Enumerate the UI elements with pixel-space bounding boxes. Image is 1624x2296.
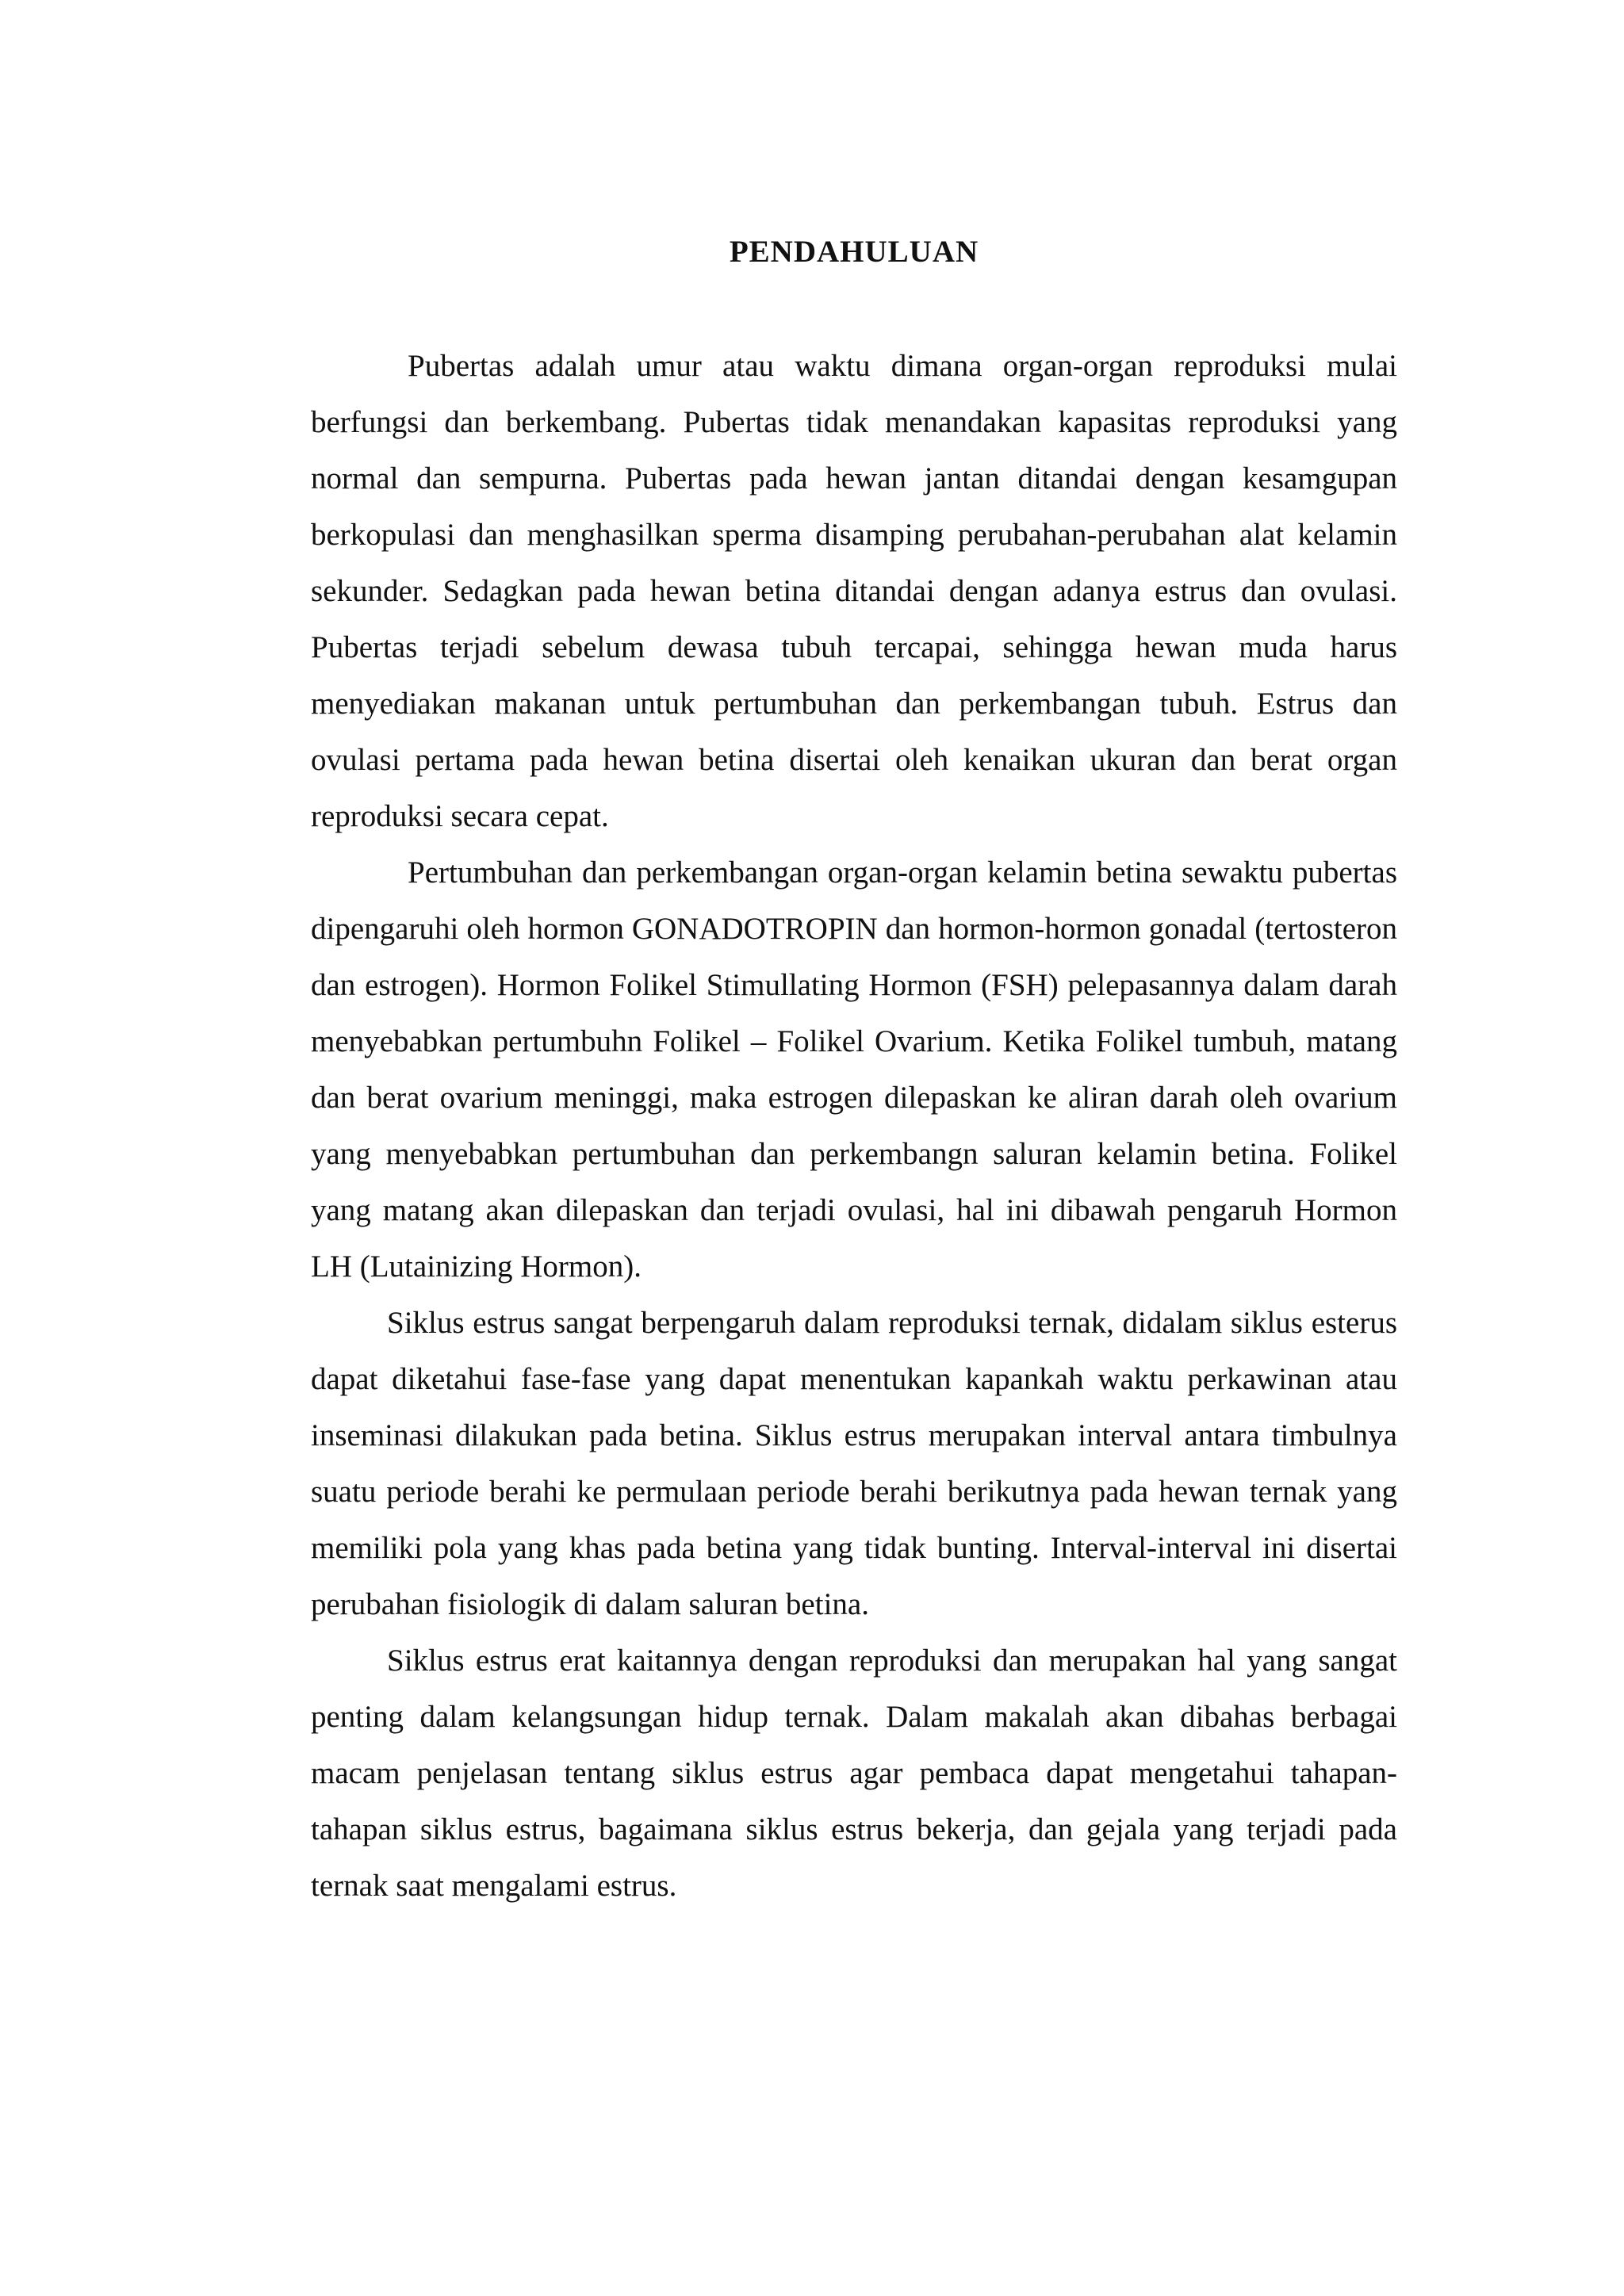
paragraph-pubertas: Pubertas adalah umur atau waktu dimana organ-organ reproduksi mulai berfungsi dan berkembang. Pubertas tidak menandakan kapasitas reproduksi yang normal dan sempurna. Pubertas pada hewan jantan ditandai dengan kesamgupan berkopulasi dan menghasilkan sperma disamping perubahan-perubahan alat kelamin sekunder. Sedagkan pada hewan betina ditandai dengan adanya estrus dan ovulasi. Pubertas terjadi sebelum dewasa tubuh tercapai, sehingga hewan muda harus menyediakan makanan untuk pertumbuhan dan perkembangan tubuh. Estrus dan ovulasi pertama pada hewan betina disertai oleh kenaikan ukuran dan berat organ reproduksi secara cepat. — [311, 349, 1397, 833]
paragraph-siklus-estrus: Siklus estrus sangat berpengaruh dalam reproduksi ternak, didalam siklus esterus dapat diketahui fase-fase yang dapat menentukan kapankah waktu perkawinan atau inseminasi dilakukan pada betina. Siklus estrus merupakan interval antara timbulnya suatu periode berahi ke permulaan periode berahi berikutnya pada hewan ternak yang memiliki pola yang khas pada betina yang tidak bunting. Interval-interval ini disertai perubahan fisiologik di dalam saluran betina. — [311, 1306, 1397, 1621]
paragraph-siklus-estrus-reproduksi: Siklus estrus erat kaitannya dengan reproduksi dan merupakan hal yang sangat penting dalam kelangsungan hidup ternak. Dalam makalah akan dibahas berbagai macam penjelasan tentang siklus estrus agar pembaca dapat mengetahui tahapan-tahapan siklus estrus, bagaimana siklus estrus bekerja, dan gejala yang terjadi pada ternak saat mengalami estrus. — [311, 1644, 1397, 1903]
paragraph-pertumbuhan: Pertumbuhan dan perkembangan organ-organ kelamin betina sewaktu pubertas dipengaruhi oleh hormon GONADOTROPIN dan hormon-hormon gonadal (tertosteron dan estrogen). Hormon Folikel Stimullating Hormon (FSH) pelepasannya dalam darah menyebabkan pertumbuhn Folikel – Folikel Ovarium. Ketika Folikel tumbuh, matang dan berat ovarium meninggi, maka estrogen dilepaskan ke aliran darah oleh ovarium yang menyebabkan pertumbuhan dan perkembangn saluran kelamin betina. Folikel yang matang akan dilepaskan dan terjadi ovulasi, hal ini dibawah pengaruh Hormon LH (Lutainizing Hormon). — [311, 855, 1397, 1284]
document-body — [311, 224, 1397, 1914]
page-title: PENDAHULUAN — [729, 235, 979, 269]
